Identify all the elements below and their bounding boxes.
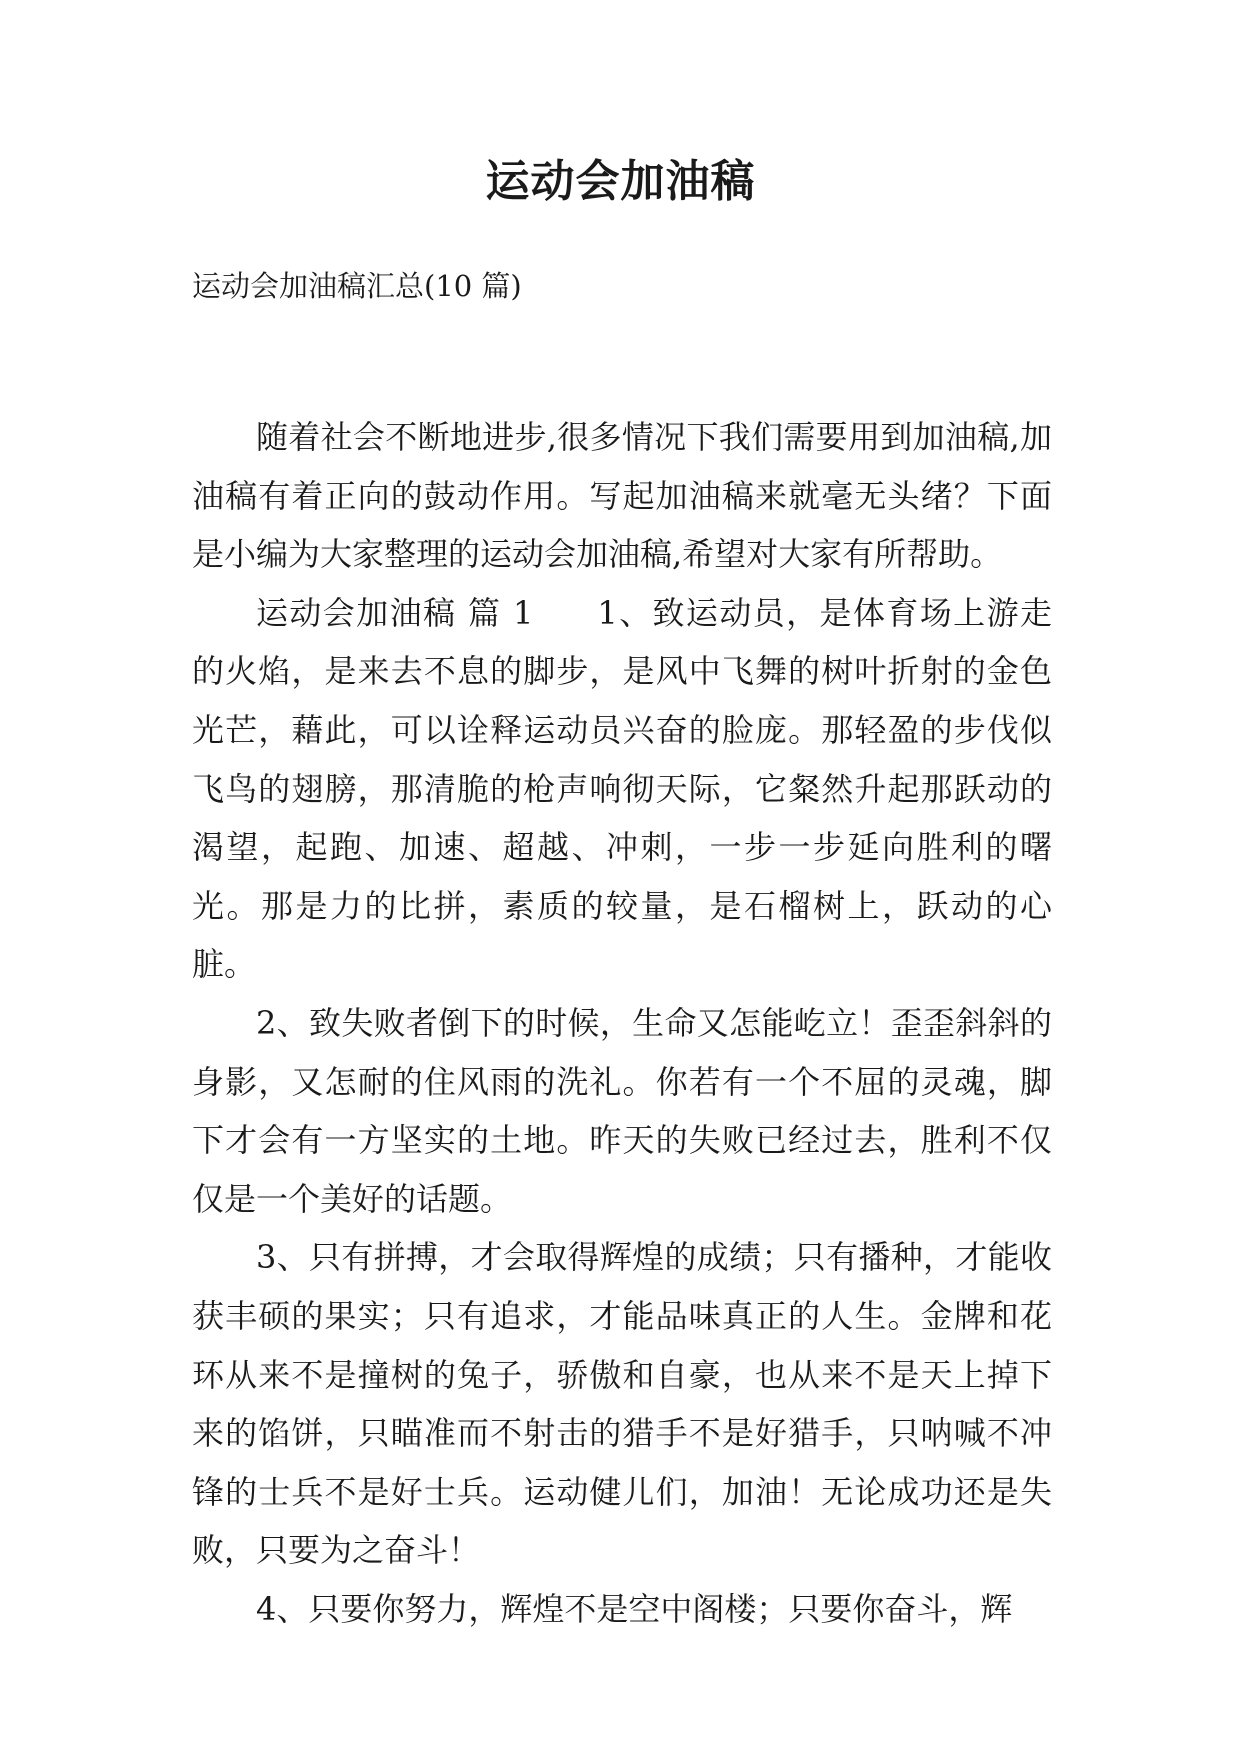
item-2-paragraph: 2、致失败者倒下的时候，生命又怎能屹立！歪歪斜斜的身影，又怎耐的住风雨的洗礼。你若有一个不屈的灵魂，脚下才会有一方坚实的土地。昨天的失败已经过去，胜利不仅仅是一个美好的话题。	[192, 1003, 1052, 1218]
section-heading: 运动会加油稿 篇 1	[256, 593, 534, 632]
document-title: 运动会加油稿	[485, 156, 756, 207]
section-1-first-paragraph	[192, 584, 1052, 994]
item-3-paragraph: 3、只有拼搏，才会取得辉煌的成绩；只有播种，才能收获丰硕的果实；只有追求，才能品味真正的人生。金牌和花环从来不是撞树的兔子，骄傲和自豪，也从来不是天上掉下来的馅饼，只瞄准而不射击的猎手不是好猎手，只呐喊不冲锋的士兵不是好士兵。运动健儿们，加油！无论成功还是失败，只要为之奋斗！	[192, 1238, 1052, 1570]
item-1-text: 1、致运动员，是体育场上游走的火焰，是来去不息的脚步，是风中飞舞的树叶折射的金色光芒，藉此，可以诠释运动员兴奋的脸庞。那轻盈的步伐似飞鸟的翅膀，那清脆的枪声响彻天际，它粲然升起那跃动的渴望，起跑、加速、超越、冲刺，一步一步延向胜利的曙光。那是力的比拼，素质的较量，是石榴树上，跃动的心脏。	[192, 593, 1052, 984]
document-body	[192, 408, 1052, 1638]
intro-paragraph: 随着社会不断地进步,很多情况下我们需要用到加油稿,加油稿有着正向的鼓动作用。写起加油稿来就毫无头绪？下面是小编为大家整理的运动会加油稿,希望对大家有所帮助。	[192, 418, 1052, 574]
item-4-paragraph: 4、只要你努力，辉煌不是空中阁楼；只要你奋斗，辉	[256, 1589, 1013, 1628]
document-subtitle: 运动会加油稿汇总(10 篇)	[192, 269, 522, 303]
